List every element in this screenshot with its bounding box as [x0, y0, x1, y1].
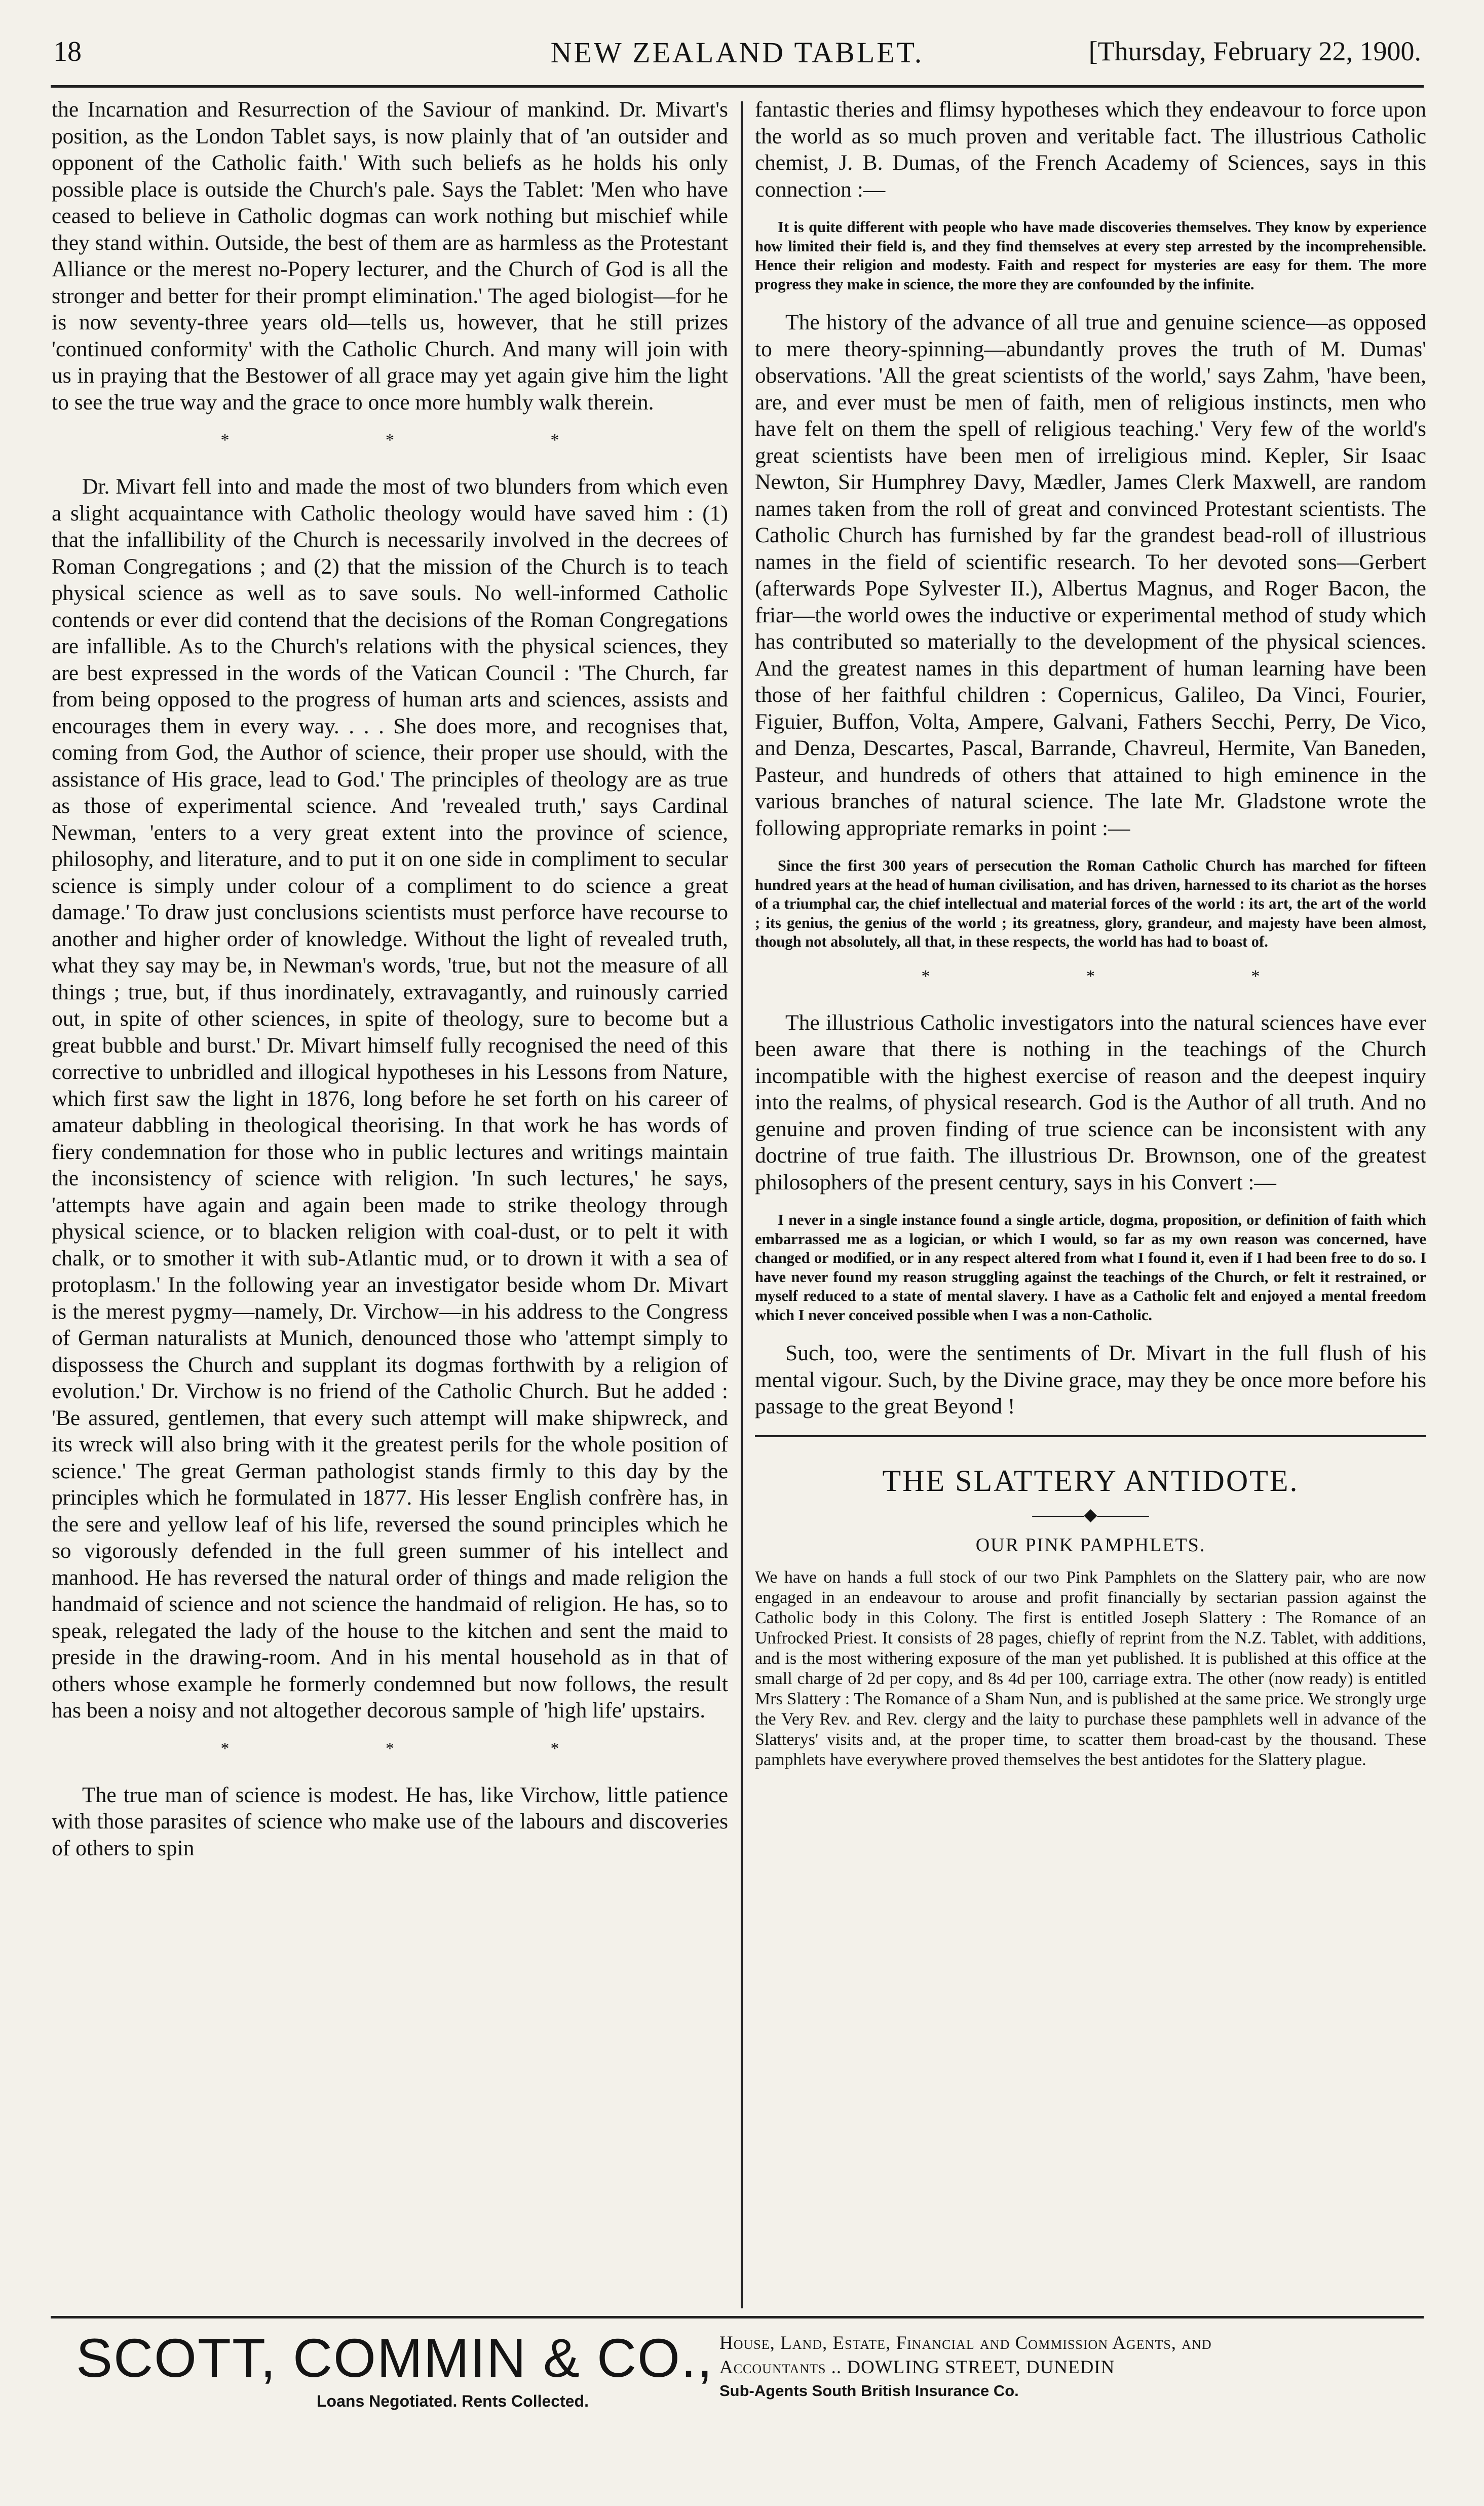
- quotation-brownson: I never in a single instance found a single article, dogma, proposition, or definition of faith which embarrassed me as a logician, or which I would, so far as my own reason was concerned, have changed or modified, or in any respect altered from what I found it, even if I had been free to do so. I have never found my reason struggling against the teachings of the Church, or felt it restrained, or myself reduced to a state of mental slavery. I have as a Catholic felt and enjoyed a mental freedom which I never conceived possible when I was a non-Catholic.: [755, 1211, 1426, 1324]
- footer-rule: [51, 2316, 1424, 2318]
- column-divider: [741, 101, 743, 2308]
- firm-name: SCOTT, COMMIN & CO.,: [76, 2327, 714, 2388]
- header-rule: [51, 85, 1424, 88]
- advertisement-footer: [51, 2326, 1424, 2463]
- quotation-dumas: It is quite different with people who have made discoveries themselves. They know by experience how limited their field is, and they find themselves at every step arrested by the incomprehensible. Hence their religion and modesty. Faith and respect for mysteries are easy for them. The more progress they make in science, the more they are confounded by the infinite.: [755, 218, 1426, 293]
- article-paragraph: The illustrious Catholic investigators into the natural sciences have ever been aware that there is nothing in the teachings of the Church incompatible with the highest exercise of reason and the deepest inquiry into the realms, of physical research. God is the Author of all truth. And no genuine and proven finding of true science can be inconsistent with any doctrine of true faith. The illustrious Dr. Brownson, one of the greatest philosophers of the present century, says in his Convert :—: [755, 1010, 1426, 1194]
- quotation-gladstone: Since the first 300 years of persecution the Roman Catholic Church has marched for fifteen hundred years at the head of human civilisation, and has driven, harnessed to its chariot as the horses of a triumphal car, the chief intellectual and material forces of the world : its art, the art of the world ; its genius, the genius of the world ; its greatness, glory, grandeur, and majesty have been almost, though not absolutely, all that, in these respects, the world has had to boast of.: [755, 857, 1426, 950]
- ornament-divider: ———◆———: [1032, 1505, 1149, 1524]
- section-separator: * * *: [921, 966, 1336, 986]
- notice-subhead: OUR PINK PAMPHLETS.: [975, 1534, 1206, 1556]
- section-separator: * * *: [220, 431, 635, 450]
- issue-date: [Thursday, February 22, 1900.: [1088, 36, 1421, 66]
- article-paragraph: Dr. Mivart fell into and made the most of two blunders from which even a slight acquaintance with Catholic theology would have saved him : (1) that the infallibility of the Church is necessarily involved in the decrees of Roman Congregations ; and (2) that the mission of the Church is to teach physical science as well as to save souls. No well-informed Catholic contends or ever did contend that the decisions of the Roman Congregations are infallible. As to the Church's relations with the physical sciences, they are best expressed in the words of the Vatican Council : 'The Church, far from being opposed to the progress of human arts and sciences, assists and encourages them in every way. . . . She does more, and recognises that, coming from God, the Author of science, their proper use should, with the assistance of His grace, lead to God.' The principles of theology are as true as those of experimental science. And 'revealed truth,' says Cardinal Newman, 'enters to a very great extent into the province of science, philosophy, and literature, and to put it on one side in compliment to secular science is simply under colour of a compliment to do science a great damage.' To draw just conclusions scientists must perforce have recourse to another and higher order of knowledge. Without the light of revealed truth, what they say may be, in Newman's words, 'true, but not the measure of all things ; true, but, if thus inordinately, extravagantly, and ruinously carried out, in spite of other sciences, in spite of theology, sure to become but a great bubble and burst.' Dr. Mivart himself fully recognised the need of this corrective to unbridled and illogical hypotheses in his Lessons from Nature, which first saw the light in 1876, long before he set forth on his career of amateur dabbling in theological theorising. In that work he has words of fiery condemnation for those who in public lectures and writings maintain the inconsistency of science with religion. 'In such lectures,' he says, 'attempts have again and again been made to strike theology through physical science, or to blacken religion with coal-dust, or to pelt it with chalk, or to smother it with sub-Atlantic mud, or to drown it with a sea of protoplasm.' In the following year an investigator beside whom Dr. Mivart is the merest pygmy—namely, Dr. Virchow—in his address to the Congress of German naturalists at Munich, denounced those who 'attempt simply to dispossess the Church and supplant its dogmas forthwith by a religion of evolution.' Dr. Virchow is no friend of the Catholic Church. But he added : 'Be assured, gentlemen, that every such attempt will make shipwreck, and its wreck will also bring with it the greatest perils for the whole position of science.' The great German pathologist stands firmly to this day by the principles which he formulated in 1877. His lesser English confrère has, in the sere and yellow leaf of his life, reversed the sound principles which he so vigorously defended in the full green summer of his intellect and manhood. He has reversed the natural order of things and made religion the handmaid of science and not science the handmaid of religion. He has, so to speak, relegated the lady of the house to the kitchen and sent the maid to preside in the drawing-room. And in his mental household as in that of others whose example he formerly condemned but now follows, the result has been a noisy and not altogether decorous sample of 'high life' upstairs.: [52, 474, 728, 1723]
- page-number: 18: [53, 36, 82, 67]
- notice-text: We have on hands a full stock of our two Pink Pamphlets on the Slattery pair, who are now engaged in an endeavour to arouse and profit financially by sectarian passion against the Catholic body in this Colony. The first is entitled Joseph Slattery : The Romance of an Unfrocked Priest. It consists of 28 pages, chiefly of reprint from the N.Z. Tablet, with additions, and is the most withering exposure of the man yet published. It is published at this office at the small charge of 2d per copy, and 8s 4d per 100, carriage extra. The other (now ready) is entitled Mrs Slattery : The Romance of a Sham Nun, and is published at the same price. We strongly urge the Very Rev. and Rev. clergy and the laity to purchase these pamphlets well in advance of the Slatterys' visits and, at the proper time, to scatter them broad-cast by the thousand. These pamphlets have everywhere proved themselves the best antidotes for the Slattery plague.: [755, 1567, 1426, 1769]
- article-paragraph: Such, too, were the sentiments of Dr. Mivart in the full flush of his mental vigour. Such, by the Divine grace, may they be once more before his passage to the great Beyond !: [755, 1341, 1426, 1418]
- page-header: [53, 31, 1421, 72]
- article-rule: [755, 1435, 1426, 1437]
- firm-services: House, Land, Estate, Financial and Commission Agents, and: [719, 2333, 1212, 2353]
- section-separator: * * *: [220, 1739, 635, 1758]
- article-paragraph: the Incarnation and Resurrection of the Saviour of mankind. Dr. Mivart's position, as the London Tablet says, is now plainly that of 'an outsider and opponent of the Catholic faith.' With such beliefs as he holds his only possible place is outside the Church's pale. Says the Tablet: 'Men who have ceased to believe in Catholic dogmas can work nothing but mischief while they stand within. Outside, the best of them are as harmless as the Protestant Alliance or the merest no-Popery lecturer, and the Church of God is all the stronger and better for their prompt elimination.' The aged biologist—for he is now seventy-three years old—tells us, however, that he still prizes 'continued conformity' with the Catholic Church. And many will join with us in praying that the Bestower of all grace may yet again give him the light to see the true way and the grace to once more humbly walk therein.: [52, 97, 728, 415]
- newspaper-title: NEW ZEALAND TABLET.: [550, 36, 924, 69]
- article-paragraph: The true man of science is modest. He has, like Virchow, little patience with those parasites of science who make use of the labours and discoveries of others to spin: [52, 1782, 728, 1860]
- firm-tagline: Loans Negotiated. Rents Collected.: [317, 2392, 589, 2410]
- firm-agency: Sub-Agents South British Insurance Co.: [719, 2382, 1019, 2400]
- left-column: [52, 96, 728, 1877]
- firm-address: Accountants .. DOWLING STREET, DUNEDIN: [719, 2357, 1115, 2378]
- right-column: [755, 96, 1426, 1770]
- article-paragraph: The history of the advance of all true and genuine science—as opposed to mere theory-spinning—abundantly proves the truth of M. Dumas' observations. 'All the great scientists of the world,' says Zahm, 'have been, are, and ever must be men of faith, men of religious instincts, men who have felt on them the spell of religious teaching.' Very few of the world's great scientists have been men of irreligious mind. Kepler, Sir Isaac Newton, Sir Humphrey Davy, Mædler, James Clerk Maxwell, are random names taken from the roll of great and convinced Protestant scientists. The Catholic Church has furnished by far the grandest bead-roll of illustrious names in the field of scientific research. To her devoted sons—Gerbert (afterwards Pope Sylvester II.), Albertus Magnus, and Roger Bacon, the friar—the world owes the inductive or experimental method of study which has contributed so materially to the development of the physical sciences. And the greatest names in this department of human learning have been those of her faithful children : Copernicus, Galileo, Da Vinci, Fourier, Figuier, Buffon, Volta, Ampere, Galvani, Fathers Secchi, Perry, De Vico, and Denza, Descartes, Pascal, Barrande, Chavreul, Hermite, Van Baneden, Pasteur, and hundreds of others that attained to high eminence in the various branches of natural science. The late Mr. Gladstone wrote the following appropriate remarks in point :—: [755, 310, 1426, 840]
- article-paragraph: fantastic theries and flimsy hypotheses which they endeavour to force upon the world as so much proven and veritable fact. The illustrious Catholic chemist, J. B. Dumas, of the French Academy of Sciences, says in this connection :—: [755, 97, 1426, 202]
- notice-headline: THE SLATTERY ANTIDOTE.: [882, 1464, 1299, 1498]
